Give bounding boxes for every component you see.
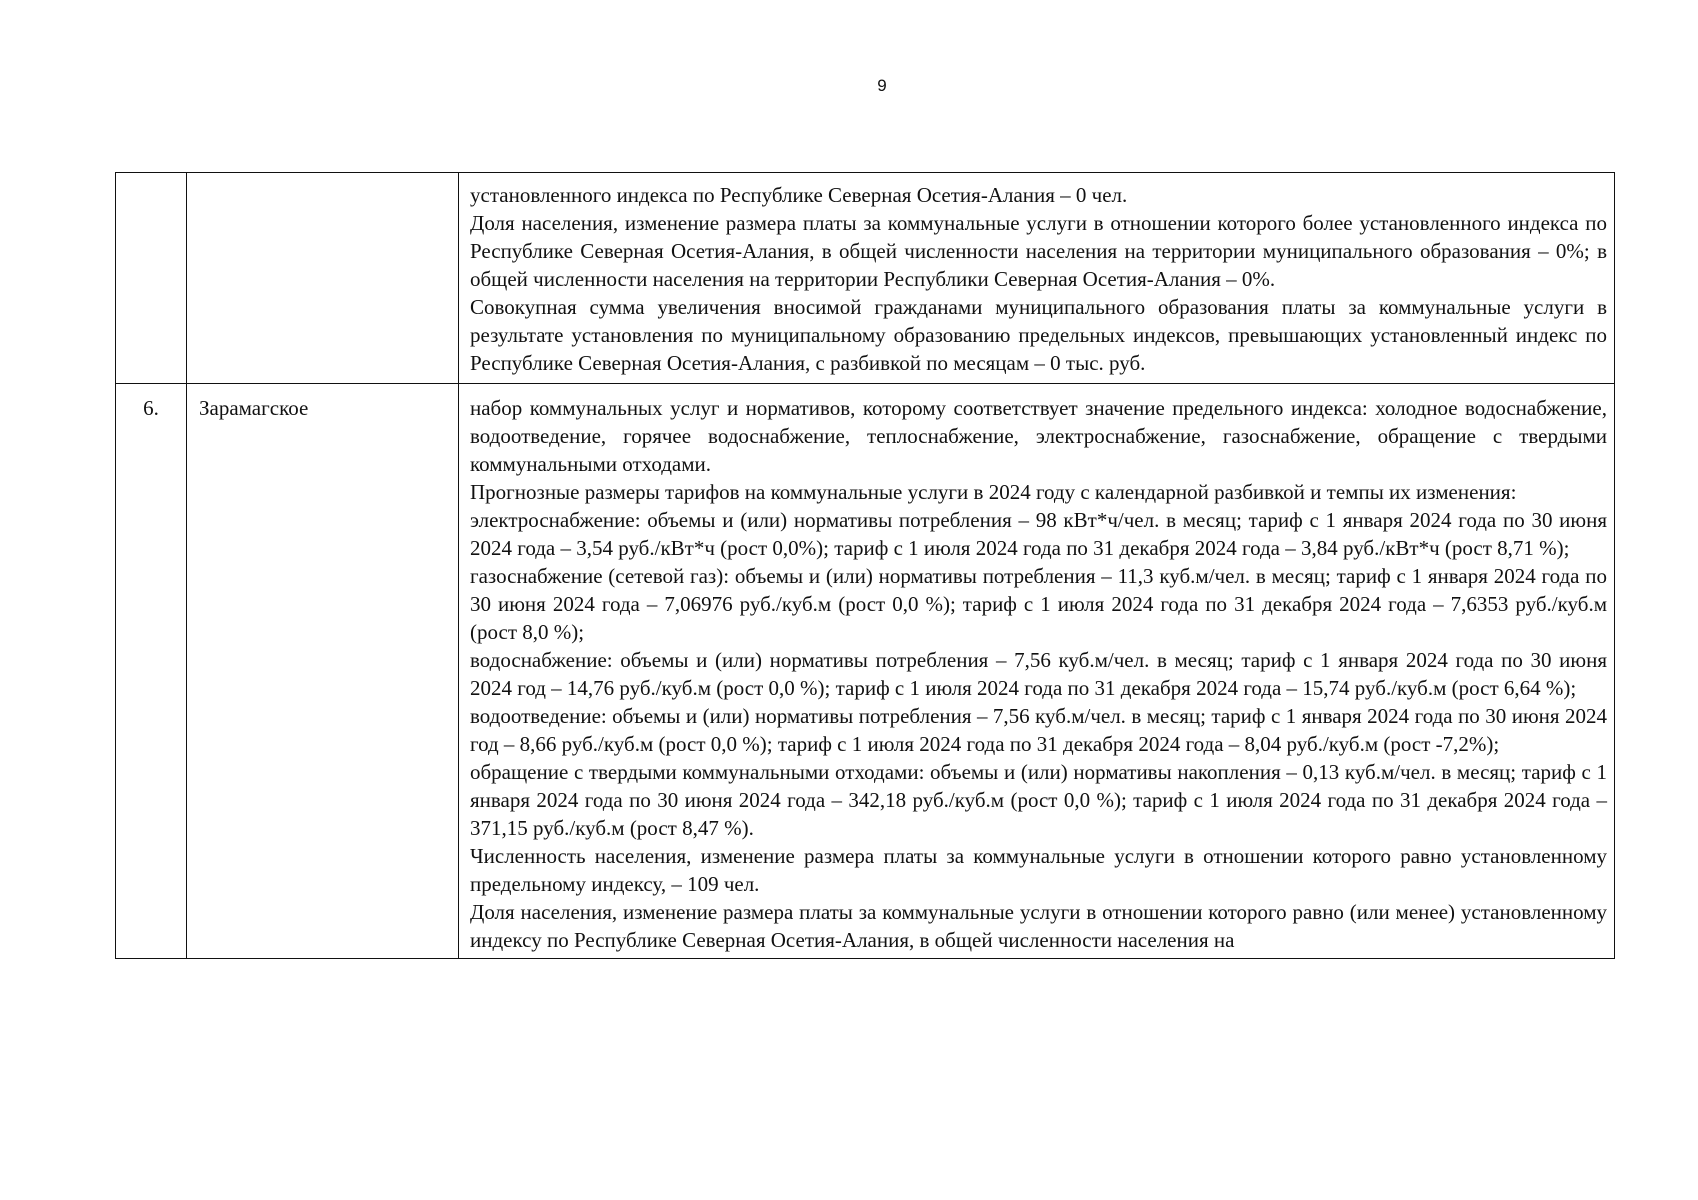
- municipality-name-cell: [187, 173, 459, 384]
- table-row: [116, 384, 1615, 959]
- description-cell: [459, 384, 1615, 959]
- paragraph: электроснабжение: объемы и (или) нормативы потребления – 98 кВт*ч/чел. в месяц; тариф с 1 января 2024 года по 30 июня 2024 года – 3,54 руб./кВт*ч (рост 0,0%); тариф с 1 июля 2024 года по 31 декабря 2024 года – 3,84 руб./кВт*ч (рост 8,71 %);: [470, 508, 1607, 560]
- paragraph: водоснабжение: объемы и (или) нормативы потребления – 7,56 куб.м/чел. в месяц; тариф с 1 января 2024 года по 30 июня 2024 год – 14,76 руб./куб.м (рост 0,0 %); тариф с 1 июля 2024 года по 31 декабря 2024 года – 15,74 руб./куб.м (рост 6,64 %);: [470, 648, 1607, 700]
- paragraph: Численность населения, изменение размера платы за коммунальные услуги в отношении которого равно установленному предельному индексу, – 109 чел.: [470, 844, 1607, 896]
- paragraph: набор коммунальных услуг и нормативов, которому соответствует значение предельного индекса: холодное водоснабжение, водоотведение, горячее водоснабжение, теплоснабжение, электроснабжение, газоснабжение, обращение с твердыми коммунальными отходами.: [470, 396, 1607, 476]
- paragraph: газоснабжение (сетевой газ): объемы и (или) нормативы потребления – 11,3 куб.м/чел. в месяц; тариф с 1 января 2024 года по 30 июня 2024 года – 7,06976 руб./куб.м (рост 0,0 %); тариф с 1 июля 2024 года по 31 декабря 2024 года – 7,6353 руб./куб.м (рост 8,0 %);: [470, 564, 1607, 644]
- paragraph: установленного индекса по Республике Северная Осетия-Алания – 0 чел.: [470, 183, 1128, 207]
- row-number-cell: 6.: [116, 384, 187, 959]
- paragraph: Доля населения, изменение размера платы за коммунальные услуги в отношении которого равно (или менее) установленному индексу по Республике Северная Осетия-Алания, в общей численности населения на: [470, 900, 1607, 952]
- paragraph: Доля населения, изменение размера платы за коммунальные услуги в отношении которого более установленного индекса по Республике Северная Осетия-Алания, в общей численности населения на территории муниципального образования – 0%; в общей численности населения на территории Республики Северная Осетия-Алания – 0%.: [470, 211, 1607, 291]
- paragraph: Прогнозные размеры тарифов на коммунальные услуги в 2024 году с календарной разбивкой и темпы их изменения:: [470, 480, 1517, 504]
- page-number: 9: [877, 76, 887, 95]
- paragraph: обращение с твердыми коммунальными отходами: объемы и (или) нормативы накопления – 0,13 куб.м/чел. в месяц; тариф с 1 января 2024 года по 30 июня 2024 года – 342,18 руб./куб.м (рост 0,0 %); тариф с 1 июля 2024 года по 31 декабря 2024 года –371,15 руб./куб.м (рост 8,47 %).: [470, 760, 1607, 840]
- municipality-name-cell: Зарамагское: [187, 384, 459, 959]
- table-row: [116, 173, 1615, 384]
- description-cell: [459, 173, 1615, 384]
- paragraph: Совокупная сумма увеличения вносимой гражданами муниципального образования платы за коммунальные услуги в результате установления по муниципальному образованию предельных индексов, превышающих установленный индекс по Республике Северная Осетия-Алания, с разбивкой по месяцам – 0 тыс. руб.: [470, 295, 1607, 375]
- row-number-cell: [116, 173, 187, 384]
- paragraph: водоотведение: объемы и (или) нормативы потребления – 7,56 куб.м/чел. в месяц; тариф с 1 января 2024 года по 30 июня 2024 год – 8,66 руб./куб.м (рост 0,0 %); тариф с 1 июля 2024 года по 31 декабря 2024 года – 8,04 руб./куб.м (рост -7,2%);: [470, 704, 1607, 756]
- municipalities-table: [115, 172, 1615, 959]
